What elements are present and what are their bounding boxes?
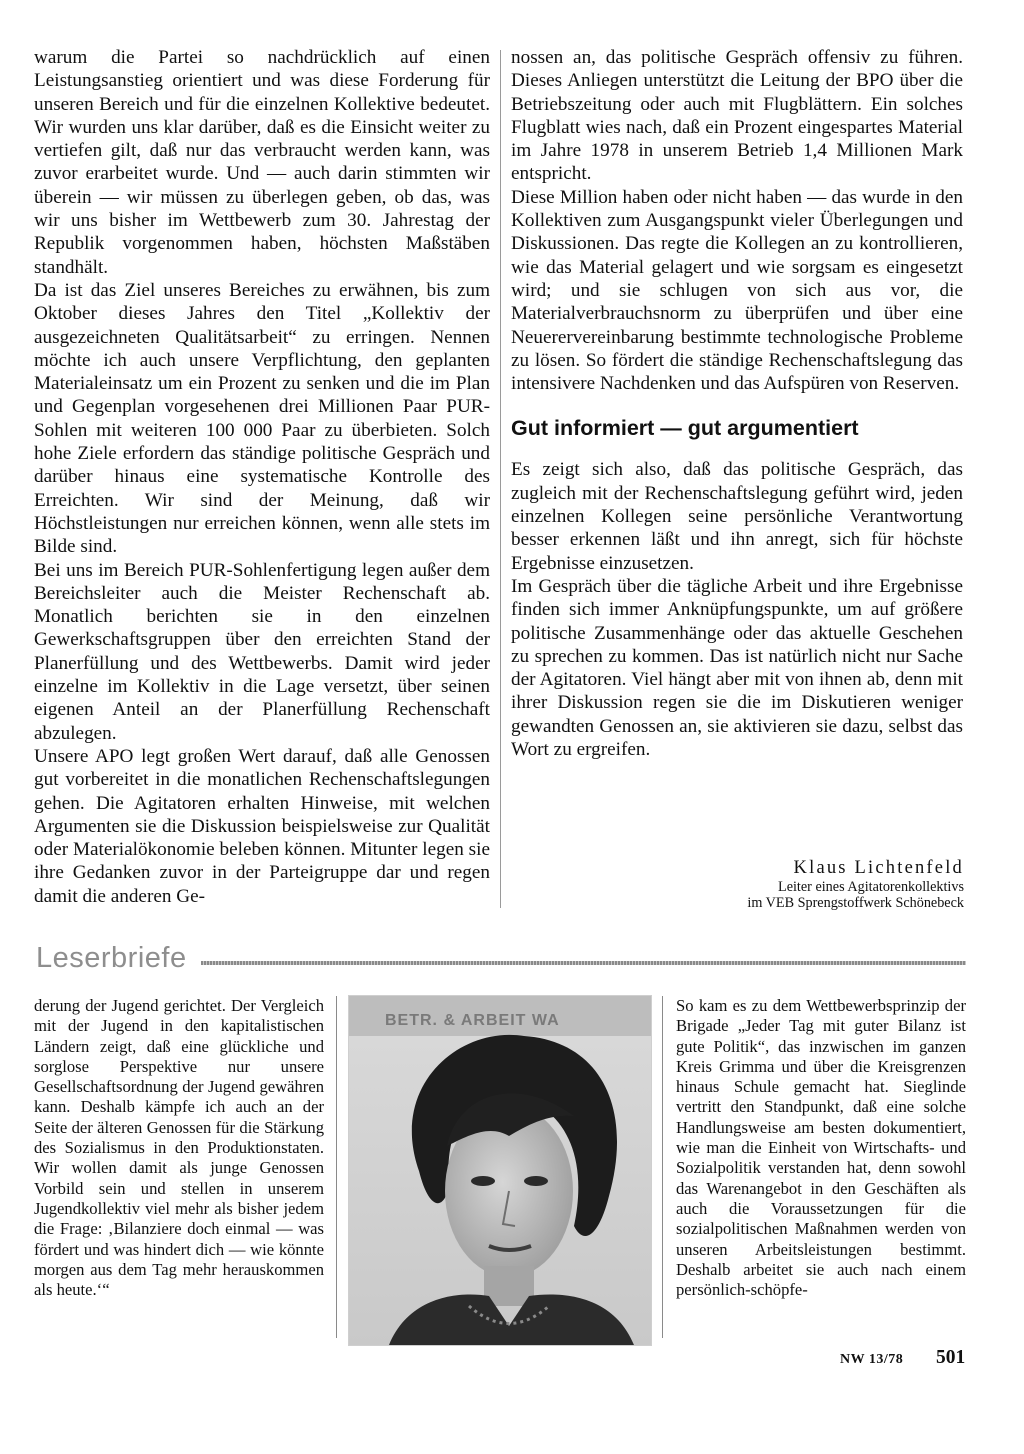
page-number: 501: [936, 1347, 966, 1368]
letter-column-right: [676, 996, 966, 1300]
article-paragraph: Im Gespräch über die tägliche Arbeit und ihre Ergebnisse finden sich immer Anknüpfungspunkte, um auf größere politische Zusammenhänge oder das aktuelle Geschehen zu sprechen zu kommen. Das ist natürlich nicht nur Sache der Agitatoren. Viel hängt aber mit von ihnen ab, denn mit ihrer Diskussion regen sie die im Diskutieren weniger gewandten Genossen an, sie aktivieren sie dazu, selbst das Wort zu ergreifen.: [511, 575, 963, 761]
section-heading: Gut informiert — gut argumentiert: [511, 416, 859, 441]
column-divider: [500, 50, 501, 908]
author-role: Leiter eines Agitatorenkollektivs: [778, 879, 964, 895]
eye-right: [524, 1176, 548, 1186]
letter-paragraph: So kam es zu dem Wettbewerbsprinzip der Brigade „Jeder Tag mit guter Bilanz ist gute Politik“, das inzwischen im ganzen Kreis Grimma und über die Kreisgrenzen hinaus Schule gemacht hat. Sieglinde vertritt den Standpunkt, daß eine solche Handlungsweise am besten dokumentiert, wie man die Einheit von Wirtschafts- und Sozialpolitik verstanden hat, denn sowohl das Warenangebot in den Geschäften als auch die Voraussetzungen für die sozialpolitischen Maßnahmen werden von unseren Arbeitsleistungen bestimmt. Deshalb arbeitet sie auch nach einem persönlich-schöpfe-: [676, 996, 966, 1300]
letter-paragraph: derung der Jugend gerichtet. Der Vergleich mit der Jugend in den kapitalistischen Ländern zeigt, daß eine glückliche und sorglose Perspektive nur unsere Gesellschaftsordnung der Jugend gewähren kann. Deshalb kämpfe ich auch an der Seite der älteren Genossen für die Stärkung des Sozialismus in den Produktionstaten. Wir wollen damit als junge Genossen Vorbild sein und stellen in unserem Jugendkollektiv viel mehr als bisher jedem die Frage: ‚Bilanziere doch einmal — was fördert und was hindert dich — wie könnte morgen aus dem Tag mehr herauskommen als heute.‘“: [34, 996, 324, 1300]
section-divider-rule: [201, 961, 966, 965]
author-name: Klaus Lichtenfeld: [793, 858, 964, 878]
letter-column-left: [34, 996, 324, 1300]
article-paragraph: Da ist das Ziel unseres Bereiches zu erwähnen, bis zum Oktober dieses Jahres den Titel „Kollektiv der ausgezeichneten Qualitätsarbeit“ zu erringen. Nennen möchte ich auch unsere Verpflichtung, den geplanten Materialeinsatz um ein Prozent zu senken und die im Plan und Gegenplan vorgesehenen drei Millionen Paar PUR-Sohlen mit weiteren 100 000 Paar zu überbieten. Solch hohe Ziele erfordern das ständige politische Gespräch und darüber hinaus eine systematische Kontrolle des Erreichten. Wir sind der Meinung, daß wir Höchstleistungen nur erreichen können, wenn alle stets im Bilde sind.: [34, 279, 490, 558]
article-paragraph: Diese Million haben oder nicht haben — das wurde in den Kollektiven zum Ausgangspunkt vieler Überlegungen und Diskussionen. Das regte die Kollegen an zu kontrollieren, wie das Material gelagert und wie sorgsam es eingesetzt wird; und sie schlugen von sich aus vor, die Materialverbrauchsnorm zu überprüfen und über eine Neuerervereinbarung bestimmte technologische Probleme zu lösen. So fördert die ständige Rechenschaftslegung das intensivere Nachdenken und das Aufspüren von Reserven.: [511, 186, 963, 395]
article-paragraph: Bei uns im Bereich PUR-Sohlenfertigung legen außer dem Bereichsleiter auch die Meister Rechenschaft ab. Monatlich berichten sie in den einzelnen Gewerkschaftsgruppen über den erreichten Stand der Planerfüllung und des Wettbewerbs. Damit wird jeder einzelne im Kollektiv in die Lage versetzt, über seinen eigenen Anteil an der Planerfüllung Rechenschaft abzulegen.: [34, 559, 490, 744]
article-paragraph: Es zeigt sich also, daß das politische Gespräch, das zugleich mit der Rechenschaftslegung geführt wird, jeden einzelnen Kollegen seine persönliche Verantwortung besser erkennen läßt und ihn anregt, sich für höchste Ergebnisse einzusetzen.: [511, 459, 963, 574]
portrait-illustration: [349, 996, 651, 1345]
issue-label: NW 13/78: [840, 1352, 904, 1367]
article-paragraph: nossen an, das politische Gespräch offensiv zu führen. Dieses Anliegen unterstützt die Leitung der BPO über die Betriebszeitung oder auch mit Flugblättern. Ein solches Flugblatt wies nach, daß ein Prozent eingespartes Material im Jahre 1978 in unserem Betrieb 1,4 Millionen Mark entspricht.: [511, 47, 963, 185]
letters-section-label: Leserbriefe: [36, 942, 187, 974]
article-paragraph: Unsere APO legt großen Wert darauf, daß alle Genossen gut vorbereitet in die monatlichen Rechenschaftslegungen gehen. Die Agitatoren erhalten Hinweise, mit welchen Argumenten sie die Diskussion beispielsweise zur Qualität oder Materialökonomie beleben können. Mitunter legen sie ihre Gedanken zuvor in der Parteigruppe dar und regen damit die anderen Ge-: [34, 745, 490, 907]
article-column-right: [511, 46, 963, 761]
column-divider: [336, 996, 337, 1338]
column-divider: [662, 996, 663, 1338]
photo-sign-text: BETR. & ARBEIT WA: [385, 1012, 560, 1029]
portrait-photo: [348, 995, 652, 1346]
article-paragraph: warum die Partei so nachdrücklich auf einen Leistungsanstieg orientiert und was diese Forderung für unseren Bereich und für die einzelnen Kollektive bedeutet. Wir wurden uns klar darüber, daß es die Einsicht weiter zu vertiefen gilt, daß nur das verbraucht werden kann, was zuvor erarbeitet wurde. Und — auch darin stimmten wir überein — wir müssen zu überlegen geben, ob das, was wir uns bisher im Wettbewerb zum 30. Jahrestag der Republik vorgenommen haben, höchsten Maßstäben standhält.: [34, 47, 490, 278]
article-column-left: [34, 46, 490, 908]
author-signature: [600, 858, 964, 911]
author-affiliation: im VEB Sprengstoffwerk Schönebeck: [747, 895, 964, 911]
eye-left: [471, 1176, 495, 1186]
